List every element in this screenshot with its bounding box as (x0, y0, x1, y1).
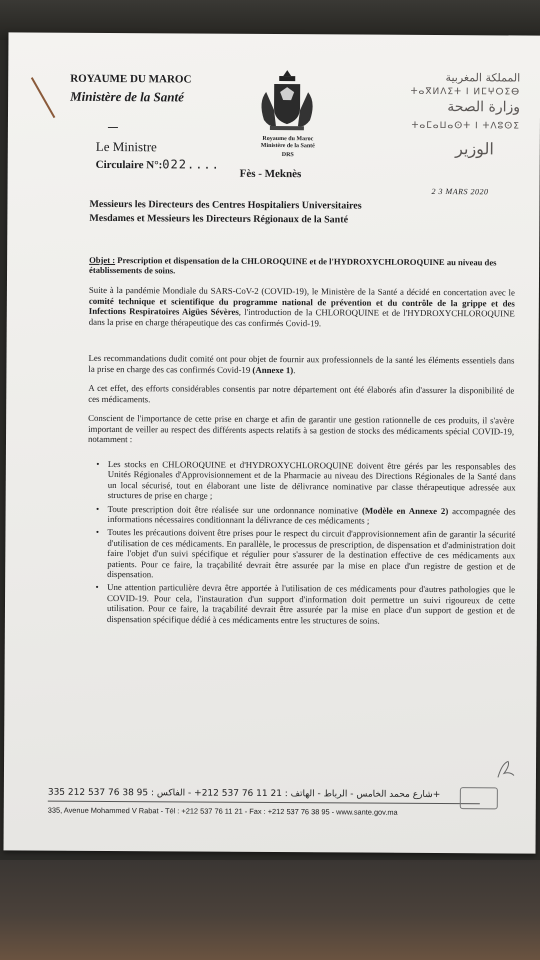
paragraph-1-bold: comité technique et scientifique du programme national de prévention et du contrôle de la grippe et des Infections Respiratoires Aigües Sévères (88, 295, 515, 317)
paragraph-2-part-c: . (293, 364, 296, 375)
list-item-text-a: Une attention particulière devra être apportée à l'utilisation de ces médicaments pour d'autres pathologies que le COVID-19. Pour cela, l'instauration d'un support d'information doit permettre un suivi rigoureux de cette utilisation. Pour ce faire, la traçabilité devrait être assurée par la mise en place d'un support de gestion et de dispensation spécifique dédié à ces médicaments entre les structures de soins. (106, 582, 516, 626)
footer-arabic: 335 شارع محمد الخامس - الرباط - الهاتف : 21 11 76 537 212+ - الفاكس : 95 38 76 537 212+ (47, 787, 441, 801)
subject-text: Prescription et dispensation de la (117, 255, 242, 266)
list-item-text (107, 504, 515, 527)
minister-ar: الوزير (455, 139, 494, 159)
paragraph-1-part-c: , l'introduction de la CHLOROQUINE et de l'HYDROXYCHLOROQUINE dans la prise en charge thérapeutique des cas confirmés Covid-19. (88, 306, 515, 329)
circular-label: Circulaire N°: (95, 158, 163, 172)
list-item-text-c: accompagnée des informations nécessaires conditionnant la délivrance de ces médicaments ; (107, 505, 516, 526)
paragraph-4: Conscient de l'importance de cette prise en charge et afin de garantir une gestion rationnelle de ces produits, il s'avère important de veiller au respect des différents aspects relatifs à sa gestion de stocks des médicaments spécial COVID-19, notamment : (87, 412, 515, 445)
list-item (87, 527, 515, 582)
emblem-caption-1: Royaume du Maroc (262, 135, 314, 143)
ministry-tifinagh: ⵜⴰⵎⴰⵡⴰⵙⵜ ⵏ ⵜⴷⵓⵙⵉ (411, 120, 520, 132)
kingdom-fr: ROYAUME DU MAROC (70, 72, 192, 86)
ministry-ar: وزارة الصحة (447, 99, 521, 116)
paragraph-3: A cet effet, des efforts considérables consentis par notre département ont été élaborés afin d'assurer la disponibilité de ces médicaments. (88, 382, 515, 404)
footer-french: 335, Avenue Mohammed V Rabat - Tél : +212 537 76 11 21 - Fax : +212 537 76 38 95 - www.sante.gov.ma (47, 805, 398, 817)
paragraph-1 (89, 285, 515, 330)
kingdom-ar: المملكة المغربية (445, 71, 521, 85)
emblem-caption-2: Ministère de la Santé (260, 142, 315, 150)
list-item-text-a: Toute prescription doit être réalisée sur une ordonnance nominative (107, 503, 362, 516)
list-item-text (107, 582, 515, 626)
list-item-text (107, 527, 515, 582)
bullet-icon: • (95, 582, 99, 593)
subject-drug-2: HYDROXYCHLOROQUINE (333, 256, 445, 268)
subject-text-end: au niveau des établissements de soins. (89, 257, 497, 276)
subject-label: Objet : (89, 254, 116, 266)
subject-drug-1: CHLOROQUINE (241, 255, 308, 267)
footer-divider (48, 801, 480, 805)
minister-title: Le Ministre (95, 138, 157, 155)
list-item-text-a: Les stocks en CHLOROQUINE et d'HYDROXYCHLOROQUINE doivent être gérés par les responsables des Unités Régionales d'Approvisionnement et de la Pharmacie au niveau des Directions Régionales de la Santé dans un local sécurisé, tout en élaborant une liste de délivrance nominative par classe thérapeutique adressée aux structures de prise en charge ; (107, 458, 516, 501)
date-stamp: 2 3 MARS 2020 (431, 186, 489, 197)
pen-mark (31, 77, 55, 118)
footer-stamp-icon (460, 787, 498, 809)
addressee-line-1: Messieurs les Directeurs des Centres Hospitaliers Universitaires (89, 198, 362, 212)
list-item (87, 582, 515, 626)
list-item (88, 459, 516, 503)
list-item-annex: (Modèle en Annexe 2) (361, 505, 449, 516)
addressee-line-2: Mesdames et Messieurs les Directeurs Régionaux de la Santé (89, 212, 349, 226)
bullet-list (87, 459, 516, 630)
paragraph-2-part-a: Les recommandations dudit comité ont pour objet de fournir aux professionnels de la santé les éléments essentiels dans la prise en charge des cas confirmés Covid-19 (88, 352, 515, 375)
bullet-icon: • (95, 503, 100, 514)
ministry-fr: Ministère de la Santé (70, 88, 184, 105)
emblem-caption-city: Fès - Meknès (239, 167, 302, 181)
paragraph-2-annex: (Annexe 1) (252, 364, 294, 375)
bullet-icon: • (95, 527, 100, 538)
subject-text-mid: et de l' (307, 256, 334, 267)
paragraph-2 (88, 353, 514, 377)
kingdom-tifinagh: ⵜⴰⴳⵍⴷⵉⵜ ⵏ ⵍⵎⵖⵔⵉⴱ (410, 86, 521, 98)
list-item-text-a: Toutes les précautions doivent être prises pour le respect du circuit d'approvisionnement afin de garantir la sécurité d'utilisation de ces médicaments. En parallèle, le processus de prescription, de dispensation et d'administration doit faire l'objet d'un suivi spécifique et régulier pour s'assurer de la destination effective de ces médicaments aux patients. Pour ce faire, la traçabilité devrait être assurée par la mise en place d'un registre de gestion et de dispensation. (107, 527, 516, 580)
subject (89, 255, 513, 278)
list-item-text (108, 459, 516, 503)
emblem-caption-3: DRS (281, 152, 294, 159)
handwritten-mark-icon (492, 755, 520, 783)
header-dash (108, 127, 118, 128)
circular-document (4, 32, 540, 853)
list-item (87, 503, 515, 526)
paragraph-1-part-a: Suite à la pandémie Mondiale du SARS-CoV-2 (COVID-19), le Ministère de la Santé a décidé en concertation avec le (88, 284, 515, 298)
circular-number (96, 157, 220, 172)
bullet-icon: • (96, 458, 100, 469)
royal-emblem-icon (252, 68, 322, 134)
circular-number-value: 022.... (162, 157, 220, 172)
background-table (0, 860, 540, 960)
